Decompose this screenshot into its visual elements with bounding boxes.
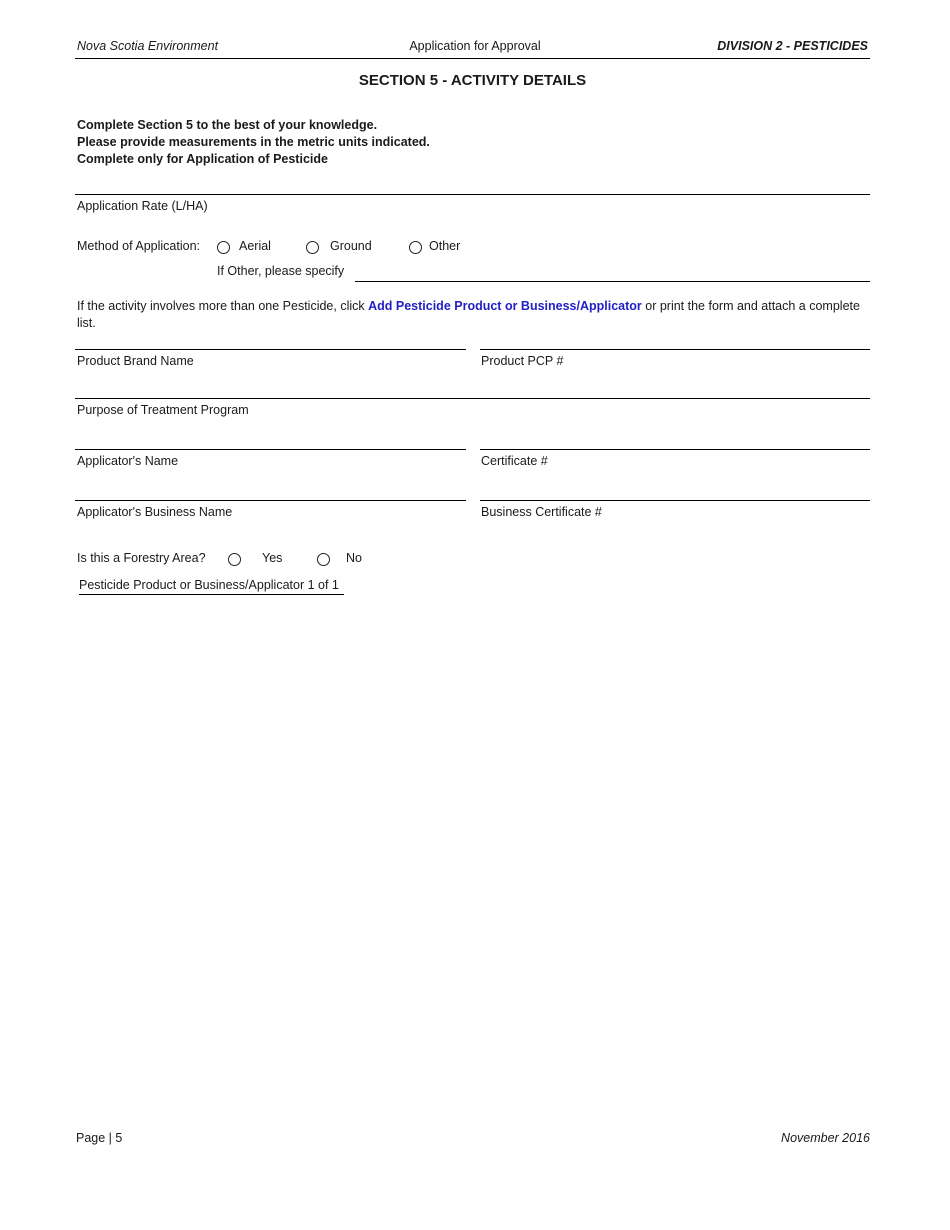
application-rate-input[interactable] (77, 176, 867, 192)
pesticide-pager: Pesticide Product or Business/Applicator 1 of 1 (79, 578, 344, 595)
application-rate-label: Application Rate (L/HA) (77, 199, 208, 213)
method-aerial-label: Aerial (239, 239, 271, 253)
method-label: Method of Application: (77, 239, 200, 253)
method-other-label: Other (429, 239, 461, 253)
other-specify-input[interactable] (357, 264, 867, 280)
method-other-radio[interactable] (409, 241, 422, 254)
product-brand-line (75, 349, 466, 350)
purpose-label: Purpose of Treatment Program (77, 403, 249, 417)
purpose-line (75, 398, 870, 399)
other-specify-line (355, 281, 870, 282)
footer-date: November 2016 (781, 1131, 870, 1145)
section-title: SECTION 5 - ACTIVITY DETAILS (358, 72, 587, 89)
note-text-after: or print the form and attach a complete list. (77, 299, 860, 330)
instruction-line-2: Please provide measurements in the metric units indicated. (77, 135, 430, 149)
certificate-label: Certificate # (481, 454, 548, 468)
instruction-line-3: Complete only for Application of Pesticide (77, 152, 328, 166)
header-document-title: Application for Approval (409, 39, 541, 53)
business-name-label: Applicator's Business Name (77, 505, 233, 519)
certificate-line (480, 449, 870, 450)
other-specify-label: If Other, please specify (217, 264, 345, 278)
product-pcp-label: Product PCP # (481, 354, 564, 368)
business-certificate-input[interactable] (482, 482, 867, 498)
application-rate-line (75, 194, 870, 195)
instruction-line-1: Complete Section 5 to the best of your knowledge. (77, 118, 378, 132)
header-division: DIVISION 2 - PESTICIDES (717, 39, 868, 53)
forestry-no-radio[interactable] (317, 553, 330, 566)
applicator-name-label: Applicator's Name (77, 454, 179, 468)
forestry-label: Is this a Forestry Area? (77, 551, 206, 565)
multi-pesticide-note (77, 298, 872, 332)
product-brand-label: Product Brand Name (77, 354, 194, 368)
header-divider (75, 58, 870, 59)
header-organization: Nova Scotia Environment (77, 39, 219, 53)
applicator-name-input[interactable] (77, 431, 463, 447)
applicator-name-line (75, 449, 466, 450)
method-ground-label: Ground (330, 239, 372, 253)
business-certificate-label: Business Certificate # (481, 505, 602, 519)
method-ground-radio[interactable] (306, 241, 319, 254)
business-certificate-line (480, 500, 870, 501)
product-brand-input[interactable] (77, 331, 463, 347)
product-pcp-line (480, 349, 870, 350)
note-text-before: If the activity involves more than one Pesticide, click (77, 299, 369, 313)
footer-page-number: Page | 5 (76, 1131, 123, 1145)
business-name-line (75, 500, 466, 501)
forestry-yes-label: Yes (262, 551, 283, 565)
forestry-no-label: No (346, 551, 362, 565)
certificate-input[interactable] (482, 431, 867, 447)
business-name-input[interactable] (77, 482, 463, 498)
product-pcp-input[interactable] (482, 331, 867, 347)
purpose-input[interactable] (77, 380, 867, 396)
add-pesticide-link[interactable]: Add Pesticide Product or Business/Applicator (368, 299, 642, 313)
forestry-yes-radio[interactable] (228, 553, 241, 566)
method-aerial-radio[interactable] (217, 241, 230, 254)
